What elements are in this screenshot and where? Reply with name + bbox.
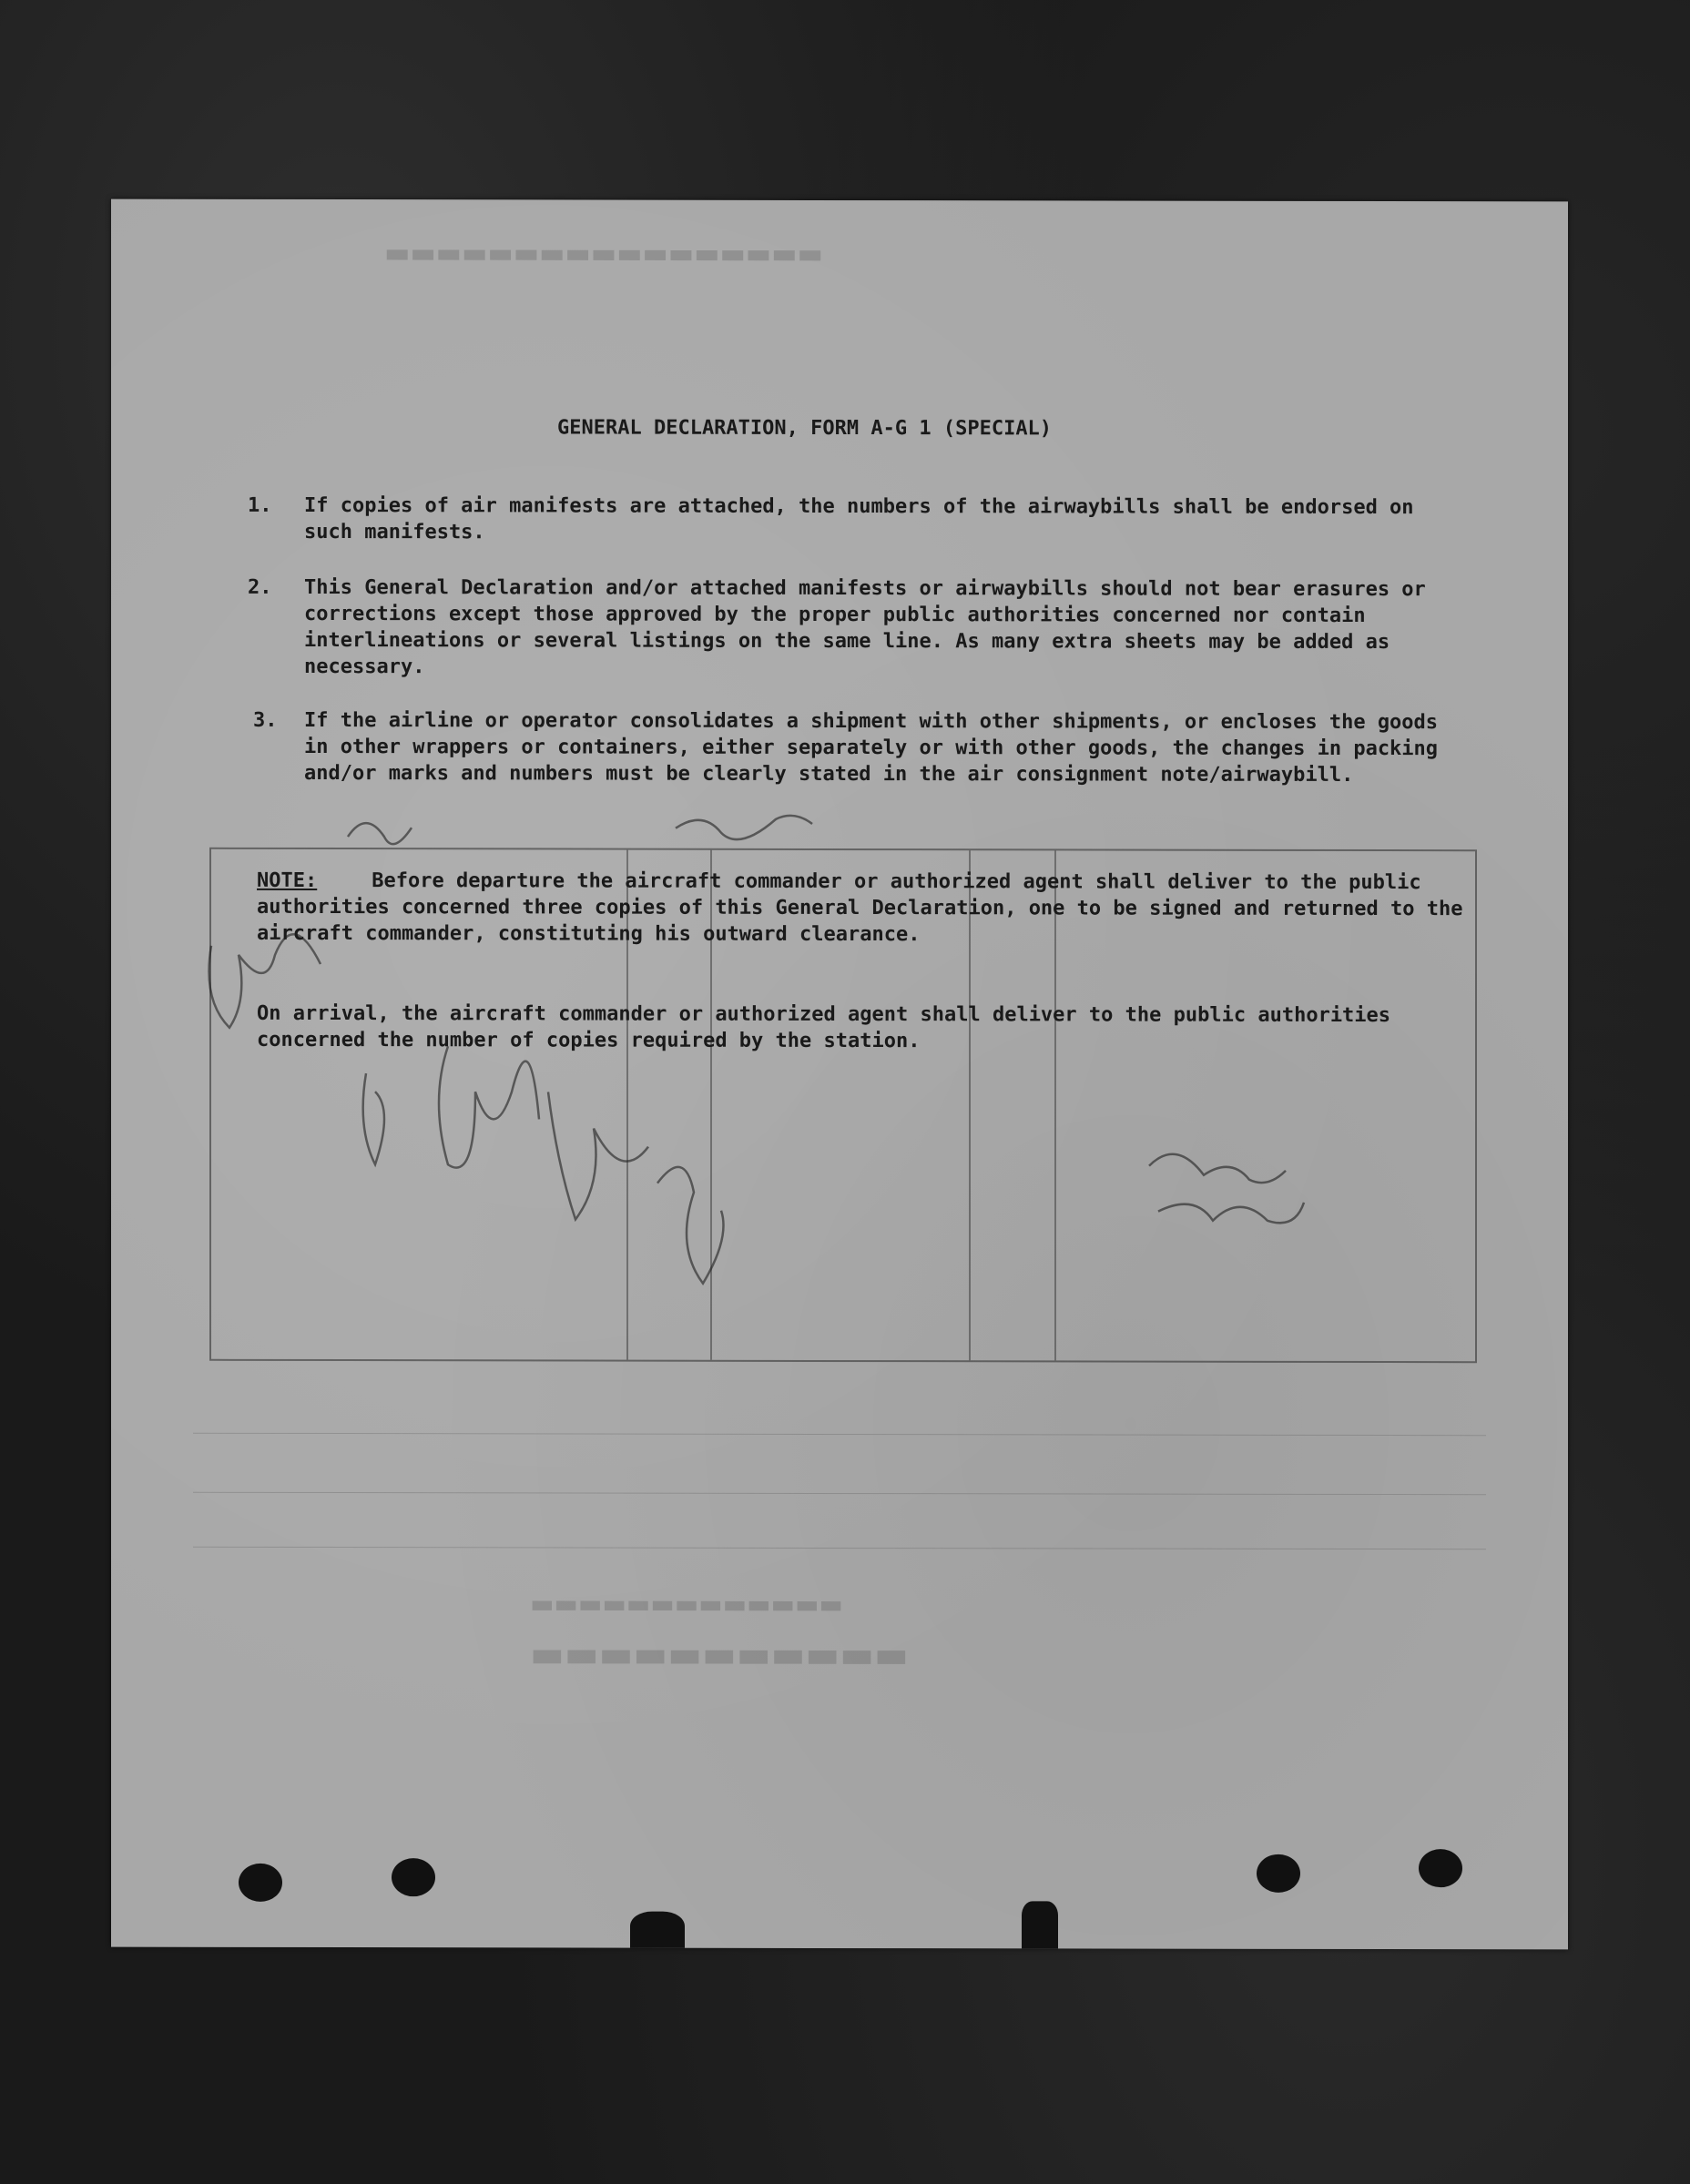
instruction-text: If copies of air manifests are attached, the numbers of the airwaybills shall be endorsed on such manifests. [304,493,1414,544]
note-label: NOTE: [257,869,318,892]
instruction-text: If the airline or operator consolidates a shipment with other shipments, or encloses the goods in other wrappers or containers, either separately or with other goods, the changes in packing and/or marks and numbers must be clearly stated in the air consignment note/airwaybill. [304,708,1439,787]
document-page [111,199,1568,1950]
handwritten-signature [111,199,1568,1950]
bleed-through-text: ▬▬▬▬▬▬▬▬▬▬▬ [530,1638,909,1682]
instruction-number: 2. [248,575,272,599]
document-title: GENERAL DECLARATION, FORM A-G 1 (SPECIAL) [557,416,1053,441]
torn-edge [1022,1901,1058,1948]
punch-hole [392,1858,435,1896]
bleed-through-text: ▬▬▬▬▬▬▬▬▬▬▬▬▬ [530,1592,843,1624]
bleed-through-text: ▬▬▬▬▬▬▬▬▬▬▬▬▬▬▬▬▬ [384,240,823,273]
instruction-number: 3. [253,708,278,732]
instruction-text: This General Declaration and/or attached manifests or airwaybills should not bear erasures or corrections except those approved by the proper public authorities concerned nor contain interlineations or several listings on the same line. As many extra sheets may be added as necessary. [304,575,1426,679]
punch-hole [1419,1849,1462,1887]
instruction-number: 1. [248,493,272,517]
note-departure-text: Before departure the aircraft commander or authorized agent shall deliver to the public authorities concerned three copies of this General Declaration, one to be signed and returned to the aircraft commander, constituting his outward clearance. [257,869,1463,947]
punch-hole [239,1864,282,1902]
punch-hole [1257,1854,1300,1893]
torn-edge [630,1912,685,1948]
note-arrival-text: On arrival, the aircraft commander or authorized agent shall deliver to the public authorities concerned the number of copies required by the station. [257,1001,1391,1053]
